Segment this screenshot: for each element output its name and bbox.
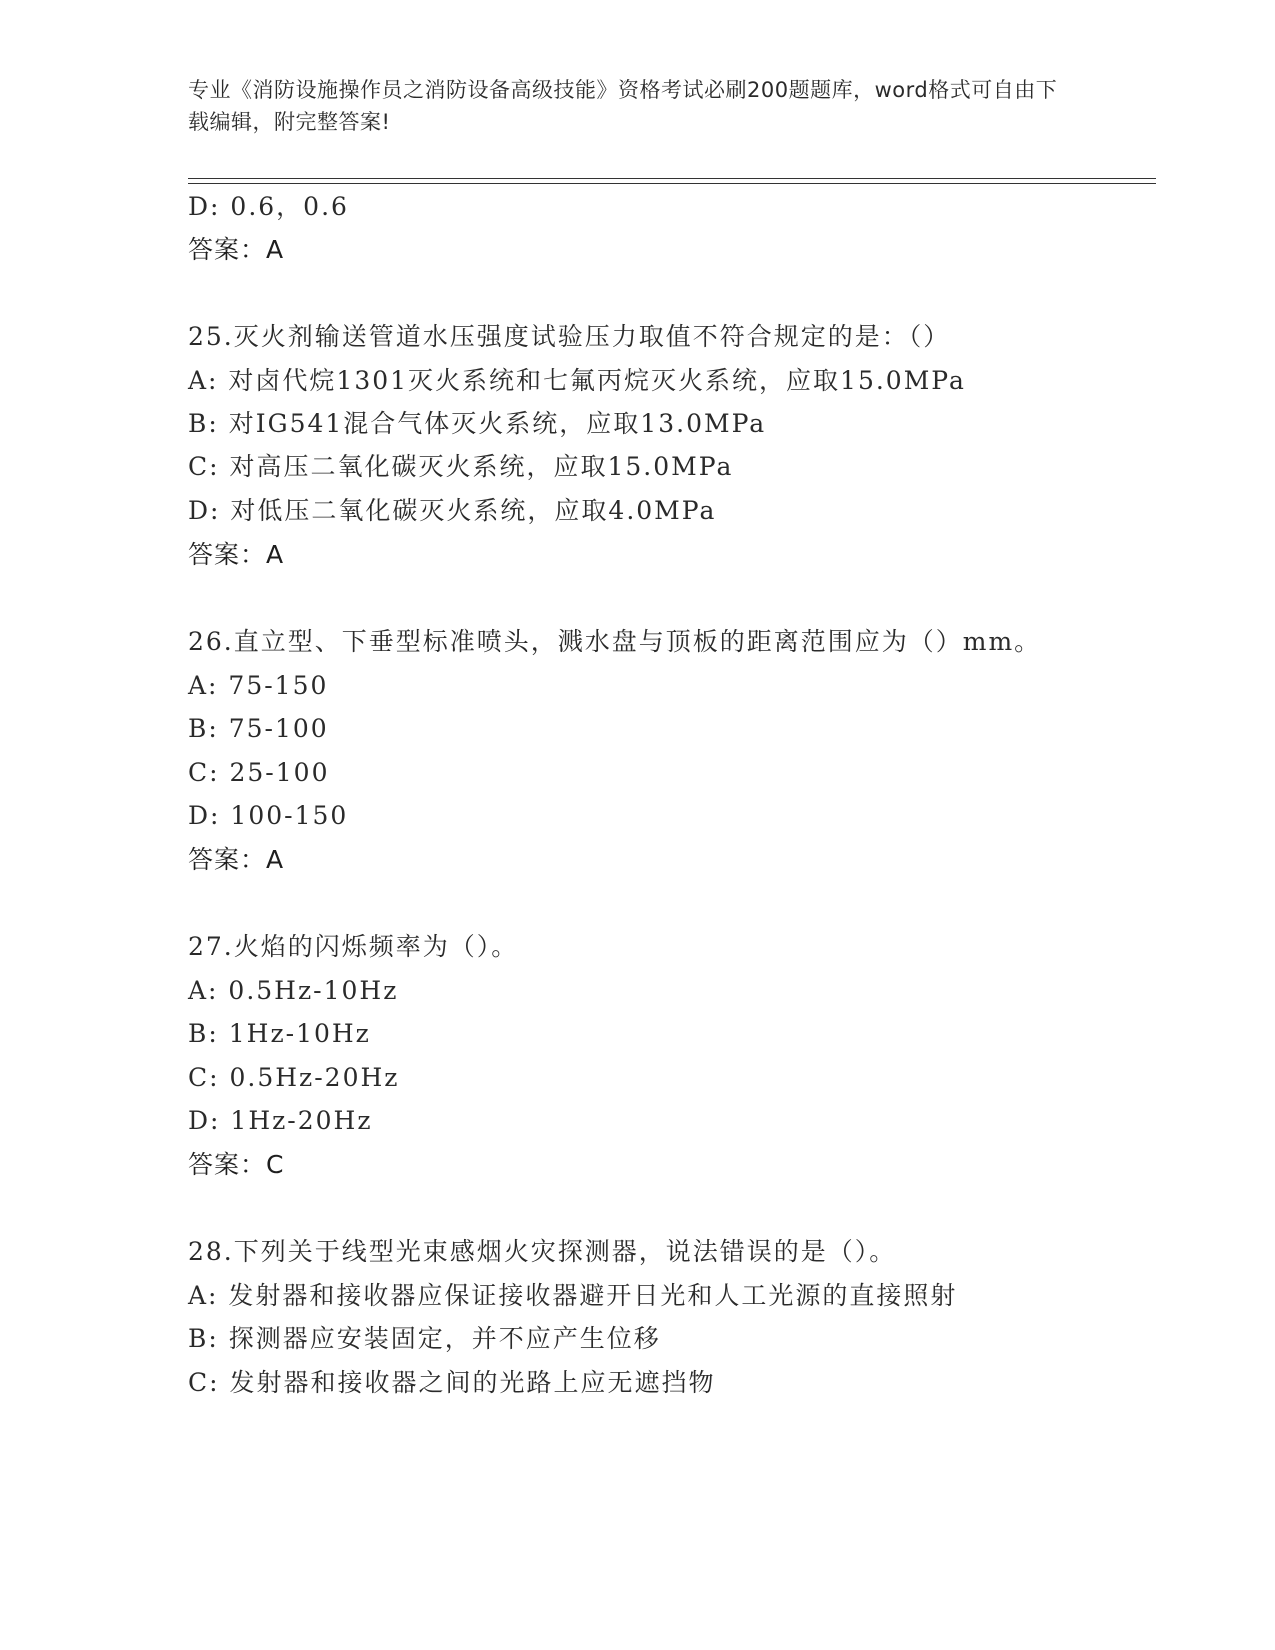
q25-option-b: B: 对IG541混合气体灭火系统，应取13.0MPa xyxy=(188,409,767,438)
q27-option-d: D: 1Hz-20Hz xyxy=(188,1106,373,1135)
prev-answer: 答案：A xyxy=(188,235,285,264)
q28-option-a: A: 发射器和接收器应保证接收器避开日光和人工光源的直接照射 xyxy=(188,1281,958,1310)
q26-option-a: A: 75-150 xyxy=(188,671,329,700)
q27-option-a: A: 0.5Hz-10Hz xyxy=(188,976,399,1005)
q25-option-a: A: 对卤代烷1301灭火系统和七氟丙烷灭火系统，应取15.0MPa xyxy=(188,366,966,395)
document-header: 专业《消防设施操作员之消防设备高级技能》资格考试必刷200题题库，word格式可自由下载编辑，附完整答案! xyxy=(188,78,1058,134)
q27-option-b: B: 1Hz-10Hz xyxy=(188,1019,371,1048)
q25-question: 25.灭火剂输送管道水压强度试验压力取值不符合规定的是：（） xyxy=(188,322,951,351)
q27-answer: 答案：C xyxy=(188,1150,285,1179)
q26-option-d: D: 100-150 xyxy=(188,801,349,830)
q27-question: 27.火焰的闪烁频率为（）。 xyxy=(188,932,519,961)
q25-option-d: D: 对低压二氧化碳灭火系统，应取4.0MPa xyxy=(188,496,717,525)
q25-option-c: C: 对高压二氧化碳灭火系统，应取15.0MPa xyxy=(188,452,734,481)
q27-option-c: C: 0.5Hz-20Hz xyxy=(188,1063,400,1092)
q25-answer: 答案：A xyxy=(188,540,285,569)
q28-option-c: C: 发射器和接收器之间的光路上应无遮挡物 xyxy=(188,1368,716,1397)
q26-answer: 答案：A xyxy=(188,845,285,874)
prev-option-d: D: 0.6，0.6 xyxy=(188,192,349,221)
q28-question: 28.下列关于线型光束感烟火灾探测器，说法错误的是（）。 xyxy=(188,1237,897,1266)
q26-question: 26.直立型、下垂型标准喷头，溅水盘与顶板的距离范围应为（）mm。 xyxy=(188,627,1042,656)
header-divider-bottom xyxy=(188,183,1156,184)
header-divider-top xyxy=(188,178,1156,179)
q28-option-b: B: 探测器应安装固定，并不应产生位移 xyxy=(188,1324,661,1353)
q26-option-b: B: 75-100 xyxy=(188,714,329,743)
q26-option-c: C: 25-100 xyxy=(188,758,330,787)
